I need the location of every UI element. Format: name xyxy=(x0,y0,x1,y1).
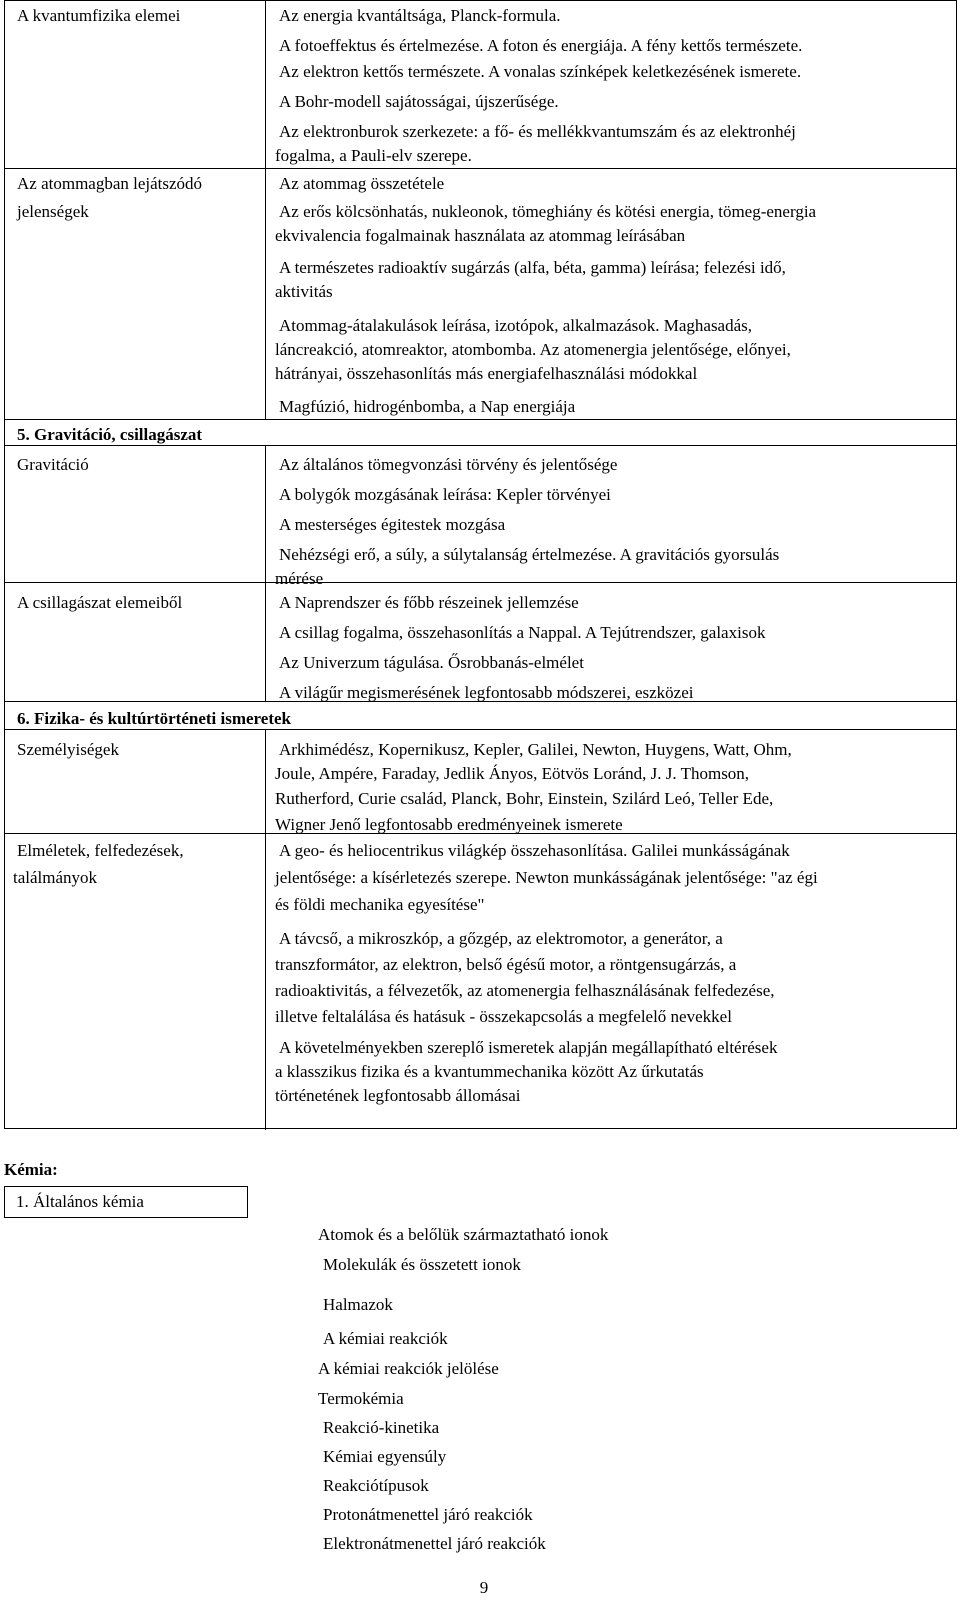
text-line: Rutherford, Curie család, Planck, Bohr, Einstein, Szilárd Leó, Teller Ede, xyxy=(275,789,774,808)
text-line: radioaktivitás, a félvezetők, az atomenergia felhasználásának felfedezése, xyxy=(275,981,775,1000)
chemistry-topic: Atomok és a belőlük származtatható ionok xyxy=(318,1225,609,1244)
row-label-atom: Az atommagban lejátszódó xyxy=(17,174,203,193)
row-label-quantum: A kvantumfizika elemei xyxy=(17,6,181,25)
text-line: Magfúzió, hidrogénbomba, a Nap energiája xyxy=(279,397,576,416)
chemistry-topic: Reakció-kinetika xyxy=(323,1418,440,1437)
text-line: mérése xyxy=(275,569,324,588)
text-line: Az általános tömegvonzási törvény és jelentősége xyxy=(279,455,618,474)
text-line: fogalma, a Pauli-elv szerepe. xyxy=(275,146,472,165)
section-title-5: 5. Gravitáció, csillagászat xyxy=(17,425,203,444)
text-line: és földi mechanika egyesítése" xyxy=(275,895,485,914)
text-line: Az elektron kettős természete. A vonalas színképek keletkezésének ismerete. xyxy=(279,62,802,81)
text-line: Atommag-átalakulások leírása, izotópok, alkalmazások. Maghasadás, xyxy=(279,316,753,335)
text-line: A Naprendszer és főbb részeinek jellemzése xyxy=(279,593,579,612)
row-label-gravity: Gravitáció xyxy=(17,455,89,474)
chemistry-topic: Termokémia xyxy=(318,1389,404,1408)
chemistry-topic: Reakciótípusok xyxy=(323,1476,429,1495)
chemistry-topic: Protonátmenettel járó reakciók xyxy=(323,1505,533,1524)
text-line: történetének legfontosabb állomásai xyxy=(275,1086,521,1105)
text-line: láncreakció, atomreaktor, atombomba. Az atomenergia jelentősége, előnyei, xyxy=(275,340,791,359)
text-line: A távcső, a mikroszkóp, a gőzgép, az elektromotor, a generátor, a xyxy=(279,929,723,948)
text-line: illetve feltalálása és hatásuk - összekapcsolás a megfelelő nevekkel xyxy=(275,1007,732,1026)
row-divider xyxy=(5,419,956,420)
chemistry-topic: A kémiai reakciók jelölése xyxy=(318,1359,499,1378)
chemistry-topic: Elektronátmenettel járó reakciók xyxy=(323,1534,546,1553)
col-divider xyxy=(265,729,266,1130)
row-label-astronomy: A csillagászat elemeiből xyxy=(17,593,183,612)
chemistry-topic: Kémiai egyensúly xyxy=(323,1447,447,1466)
row-label-atom-cont: jelenségek xyxy=(17,202,89,221)
text-line: jelentősége: a kísérletezés szerepe. Newton munkásságának jelentősége: "az égi xyxy=(275,868,818,887)
text-line: Az Univerzum tágulása. Ősrobbanás-elmélet xyxy=(279,653,584,672)
text-line: Az elektronburok szerkezete: a fő- és mellékkvantumszám és az elektronhéj xyxy=(279,122,796,141)
row-divider xyxy=(5,168,956,169)
text-line: A világűr megismerésének legfontosabb módszerei, eszközei xyxy=(279,683,694,702)
col-divider xyxy=(265,445,266,701)
section-title-6: 6. Fizika- és kultúrtörténeti ismeretek xyxy=(17,709,291,728)
text-line: a klasszikus fizika és a kvantummechanika között Az űrkutatás xyxy=(275,1062,704,1081)
chemistry-topic: Halmazok xyxy=(323,1295,393,1314)
text-line: aktivitás xyxy=(275,282,333,301)
text-line: Joule, Ampére, Faraday, Jedlik Ányos, Eötvös Loránd, J. J. Thomson, xyxy=(275,764,750,783)
text-line: Nehézségi erő, a súly, a súlytalanság értelmezése. A gravitációs gyorsulás xyxy=(279,545,780,564)
text-line: Az erős kölcsönhatás, nukleonok, tömeghiány és kötési energia, tömeg-energia xyxy=(279,202,817,221)
chemistry-heading: Kémia: xyxy=(4,1160,58,1179)
text-line: ekvivalencia fogalmainak használata az atommag leírásában xyxy=(275,226,686,245)
text-line: A természetes radioaktív sugárzás (alfa, béta, gamma) leírása; felezési idő, xyxy=(279,258,786,277)
row-label-theories-cont: találmányok xyxy=(13,868,98,887)
text-line: transzformátor, az elektron, belső égésű motor, a röntgensugárzás, a xyxy=(275,955,737,974)
text-line: A bolygók mozgásának leírása: Kepler törvényei xyxy=(279,485,611,504)
chemistry-topic: A kémiai reakciók xyxy=(323,1329,448,1348)
text-line: Wigner Jenő legfontosabb eredményeinek ismerete xyxy=(275,815,623,834)
row-divider xyxy=(5,582,956,583)
text-line: Arkhimédész, Kopernikusz, Kepler, Galilei, Newton, Huygens, Watt, Ohm, xyxy=(279,740,792,759)
row-label-persons: Személyiségek xyxy=(17,740,119,759)
chemistry-topic: Molekulák és összetett ionok xyxy=(323,1255,521,1274)
col-divider xyxy=(265,1,266,419)
text-line: A fotoeffektus és értelmezése. A foton és energiája. A fény kettős természete. xyxy=(279,36,803,55)
chemistry-section-title: 1. Általános kémia xyxy=(16,1192,144,1211)
page-number: 9 xyxy=(479,1578,489,1597)
text-line: Az atommag összetétele xyxy=(279,174,445,193)
row-label-theories: Elméletek, felfedezések, xyxy=(17,841,184,860)
text-line: A Bohr-modell sajátosságai, újszerűsége. xyxy=(279,92,559,111)
text-line: Az energia kvantáltsága, Planck-formula. xyxy=(279,6,561,25)
text-line: A mesterséges égitestek mozgása xyxy=(279,515,506,534)
text-line: A geo- és heliocentrikus világkép összehasonlítása. Galilei munkásságának xyxy=(279,841,790,860)
text-line: hátrányai, összehasonlítás más energiafelhasználási módokkal xyxy=(275,364,698,383)
text-line: A csillag fogalma, összehasonlítás a Nappal. A Tejútrendszer, galaxisok xyxy=(279,623,766,642)
text-line: A követelményekben szereplő ismeretek alapján megállapítható eltérések xyxy=(279,1038,778,1057)
